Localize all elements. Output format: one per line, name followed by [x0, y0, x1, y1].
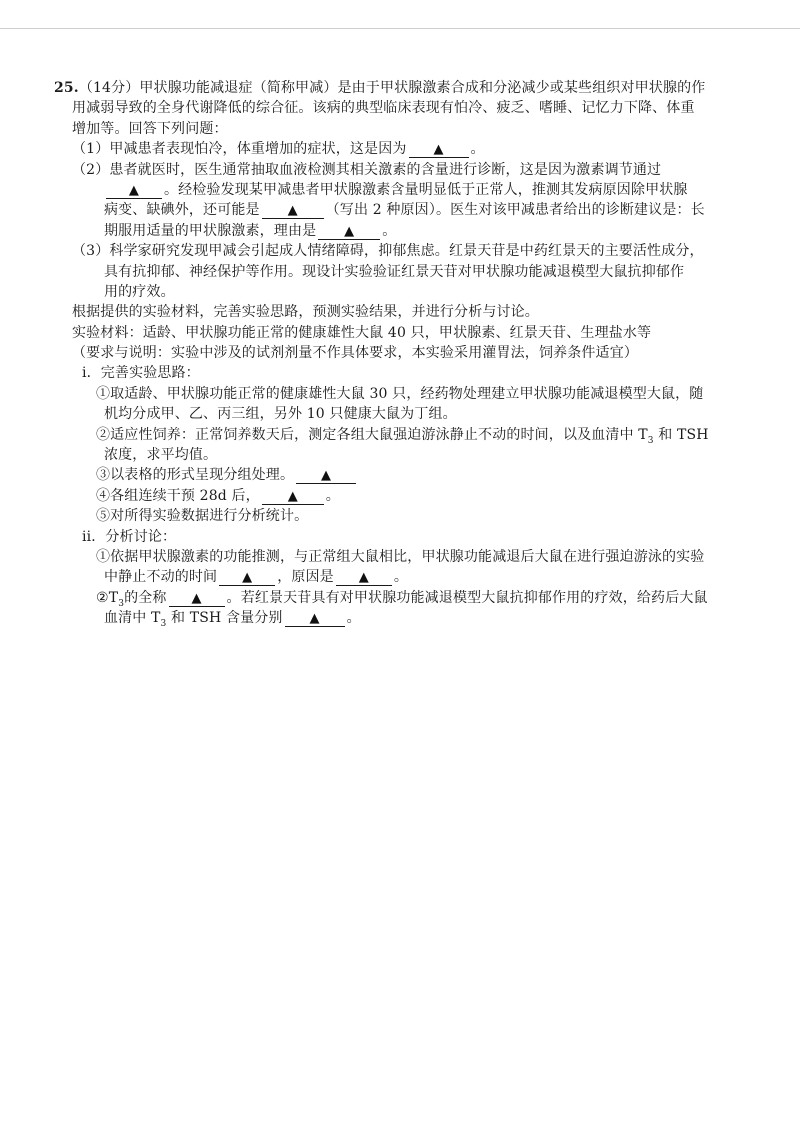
part-i-step-1-line-1: ①取适龄、甲状腺功能正常的健康雄性大鼠 30 只，经药物处理建立甲状腺功能减退模型大鼠，随	[96, 385, 704, 402]
blank-triangle-icon: ▲	[358, 570, 369, 586]
step-2-text-a: ②适应性饲养：正常饲养数天后，测定各组大鼠强迫游泳静止不动的时间，以及血清中 T	[96, 426, 648, 443]
part-i-step-1-line-2: 机均分成甲、乙、丙三组，另外 10 只健康大鼠为丁组。	[104, 406, 457, 423]
q2-line-4	[54, 221, 754, 241]
item-2-text-a: ②T	[96, 589, 119, 606]
q2-line-2-text: 。经检验发现某甲减患者甲状腺激素含量明显低于正常人，推测其发病原因除甲状腺	[164, 181, 688, 198]
item-2-text-e: 和 TSH 含量分别	[171, 610, 283, 627]
q2-line-3-end: （写出 2 种原因）。医生对该甲减患者给出的诊断建议是：长	[325, 202, 705, 219]
step-2-text-b: 和 TSH	[658, 426, 709, 443]
q2-line-2	[54, 180, 754, 200]
item-2-end: 。	[346, 610, 361, 627]
q2-line-3	[54, 200, 754, 220]
item-1-blank-1[interactable]	[219, 570, 275, 586]
item-2-text-b: 的全称	[124, 589, 167, 606]
blank-triangle-icon: ▲	[191, 590, 202, 606]
q2-line-1: （2）患者就医时，医生通常抽取血液检测其相关激素的含量进行诊断，这是因为激素调节通过	[72, 161, 662, 178]
part-i-step-3	[54, 465, 754, 485]
item-1-end: 。	[393, 569, 408, 586]
item-2-text-d: 血清中 T	[104, 610, 161, 627]
item-2-text-c: 。若红景天苷具有对甲状腺功能减退模型大鼠抗抑郁作用的疗效，给药后大鼠	[226, 589, 708, 606]
question-number: 25.	[54, 80, 79, 96]
t3-subscript: 3	[160, 618, 167, 629]
blank-triangle-icon: ▲	[287, 203, 298, 219]
blank-triangle-icon: ▲	[433, 142, 444, 158]
part-ii-item-1-line-2	[54, 567, 754, 587]
item-1-text-b: ，原因是	[277, 569, 334, 586]
step-4-text: ④各组连续干预 28d 后，	[96, 487, 260, 504]
item-2-blank-2[interactable]	[285, 611, 345, 627]
top-border-rule	[0, 28, 800, 29]
q2-line-4-end: 。	[382, 222, 397, 239]
q2-blank-3[interactable]	[318, 224, 380, 240]
item-1-text-a: 中静止不动的时间	[104, 569, 218, 586]
blank-triangle-icon: ▲	[321, 468, 332, 484]
part-ii-item-1-line-1: ①依据甲状腺激素的功能推测，与正常组大鼠相比，甲状腺功能减退后大鼠在进行强迫游泳的实验	[96, 548, 705, 565]
intro-line-2: 用减弱导致的全身代谢降低的综合征。该病的典型临床表现有怕冷、疲乏、嗜睡、记忆力下降、体重	[72, 100, 695, 117]
step-3-blank[interactable]	[296, 468, 356, 484]
t3-subscript: 3	[647, 435, 654, 446]
q3-line-1: （3）科学家研究发现甲减会引起成人情绪障碍，抑郁焦虑。红景天苷是中药红景天的主要活性成分，	[72, 243, 704, 260]
part-ii-item-2-line-2	[54, 608, 754, 628]
q1-line	[54, 139, 754, 159]
instruction-requirements: （要求与说明：实验中涉及的试剂剂量不作具体要求，本实验采用灌胃法，饲养条件适宜）	[72, 345, 638, 362]
part-i-step-4	[54, 486, 754, 506]
part-ii-title: ii．分析讨论：	[82, 528, 177, 545]
part-i-title: i．完善实验思路：	[82, 365, 200, 382]
question-score: （14分）	[78, 80, 140, 96]
q2-blank-2[interactable]	[262, 203, 324, 219]
part-i-step-2-line-1	[54, 425, 754, 445]
intro-text-1: 甲状腺功能减退症（简称甲减）是由于甲状腺激素合成和分泌减少或某些组织对甲状腺的作	[139, 80, 706, 96]
q2-blank-1[interactable]	[106, 183, 162, 199]
q1-text: （1）甲减患者表现怕冷，体重增加的症状，这是因为	[72, 141, 407, 158]
intro-line-1	[54, 78, 754, 98]
instruction-line-1: 根据提供的实验材料，完善实验思路，预测实验结果，并进行分析与讨论。	[72, 304, 539, 321]
t3-subscript: 3	[118, 598, 125, 609]
q3-line-3: 用的疗效。	[104, 283, 175, 300]
part-i-step-2-line-2: 浓度，求平均值。	[104, 447, 218, 464]
step-4-end: 。	[325, 487, 340, 504]
blank-triangle-icon: ▲	[287, 488, 298, 504]
q3-line-2: 具有抗抑郁、神经保护等作用。现设计实验验证红景天苷对甲状腺功能减退模型大鼠抗抑郁作	[104, 263, 685, 280]
exam-question-25	[54, 78, 754, 629]
item-1-blank-2[interactable]	[336, 570, 392, 586]
step-3-text: ③以表格的形式呈现分组处理。	[96, 467, 295, 484]
blank-triangle-icon: ▲	[128, 182, 140, 198]
blank-triangle-icon: ▲	[344, 223, 355, 239]
step-4-blank[interactable]	[262, 489, 324, 505]
part-ii-item-2-line-1	[54, 588, 754, 608]
item-2-blank-1[interactable]	[169, 591, 225, 607]
part-i-step-5: ⑤对所得实验数据进行分析统计。	[96, 508, 309, 525]
q1-answer-blank[interactable]	[409, 142, 469, 158]
intro-line-3: 增加等。回答下列问题：	[72, 120, 228, 137]
q1-end: 。	[470, 141, 485, 158]
blank-triangle-icon: ▲	[309, 611, 320, 627]
q2-line-4-start: 期服用适量的甲状腺激素，理由是	[104, 222, 317, 239]
instruction-materials: 实验材料：适龄、甲状腺功能正常的健康雄性大鼠 40 只，甲状腺素、红景天苷、生理盐水等	[72, 324, 652, 341]
q2-line-3-start: 病变、缺碘外，还可能是	[104, 202, 260, 219]
blank-triangle-icon: ▲	[242, 570, 253, 586]
